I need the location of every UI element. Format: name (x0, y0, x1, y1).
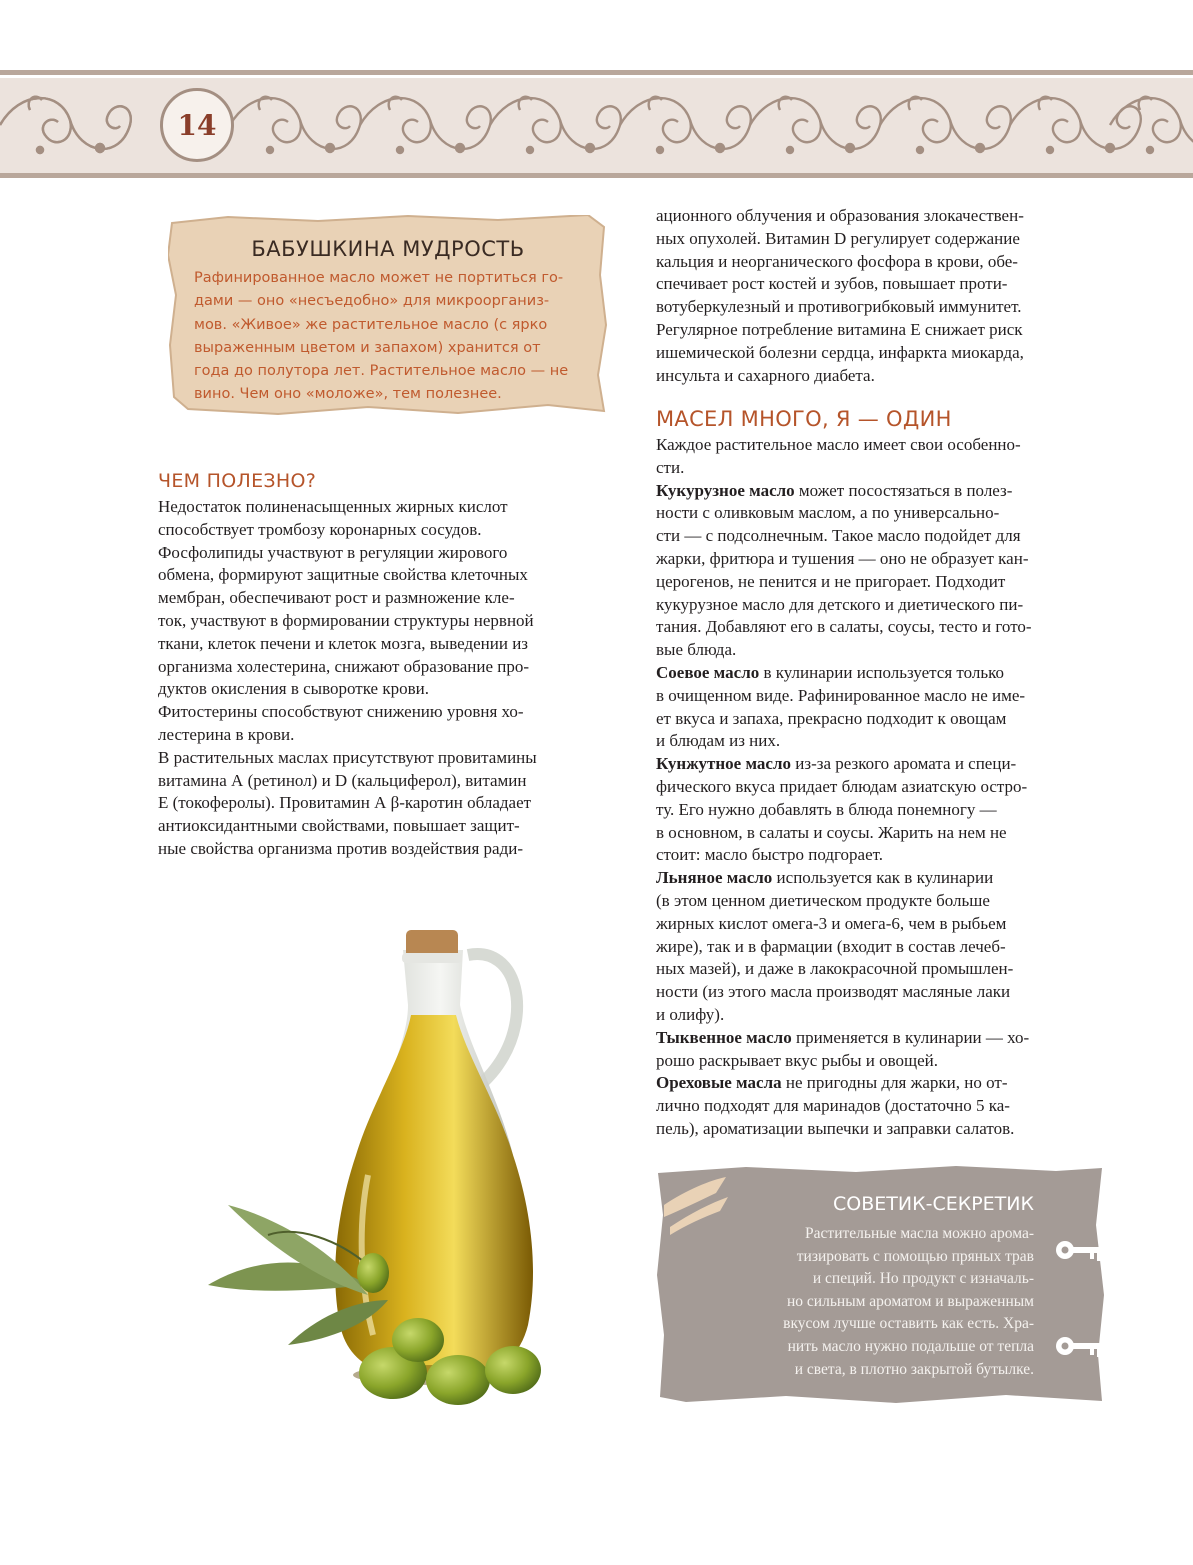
text-line: организма холестерина, снижают образование про- (158, 656, 530, 676)
soy-oil-line (656, 662, 1032, 685)
text-line: ных мазей), и даже в лакокрасочной промышлен- (656, 959, 1014, 979)
text-line: дами — оно «несъедобно» для микроорганиз- (194, 293, 550, 310)
text-line: кальция и неорганического фосфора в крови, обе- (656, 251, 1018, 271)
wisdom-callout (168, 215, 608, 415)
text-line: Фитостерины способствуют снижению уровня хо- (158, 702, 524, 722)
text-line: вые блюда. (656, 640, 737, 660)
text-line: ационного облучения и образования злокачествен- (656, 206, 1024, 225)
text-line: пель), ароматизации выпечки и заправки салатов. (656, 1118, 1015, 1138)
tip-text (696, 1223, 1034, 1381)
text-line: ности (из этого масла производят масляные лаки (656, 982, 1011, 1002)
sesame-oil-line (656, 753, 1032, 776)
text-line: Регулярное потребление витамина Е снижает риск (656, 319, 1023, 339)
tip-title: СОВЕТИК-СЕКРЕТИК (833, 1193, 1034, 1215)
text-line: стоит: масло быстро подгорает. (656, 845, 884, 865)
text-line: сти — с подсолнечным. Такое масло подойдет для (656, 526, 1021, 546)
text-line: в основном, в салаты и соусы. Жарить на нем не (656, 822, 1007, 842)
text-line: ту. Его нужно добавлять в блюда понемногу — (656, 799, 997, 819)
text-line: тизировать с помощью пряных трав (796, 1247, 1034, 1265)
text-line: (в этом ценном диетическом продукте больше (656, 890, 990, 910)
text-line: Е (токоферолы). Провитамин А β-каротин обладает (158, 793, 532, 813)
nut-oil-line (656, 1072, 1032, 1095)
text-line: кукурузное масло для детского и диетического пи- (656, 594, 1024, 614)
text-line: нить масло нужно подальше от тепла (787, 1337, 1034, 1355)
text-line: года до полутора лет. Растительное масло — не (194, 363, 569, 380)
text-segment: не пригодны для жарки, но от- (781, 1073, 1008, 1093)
text-line: и олифу). (656, 1004, 725, 1024)
oils-heading: МАСЕЛ МНОГО, Я — ОДИН (656, 407, 952, 431)
text-line: способствует тромбозу коронарных сосудов. (158, 519, 482, 539)
bottle-and-olives-drawing (168, 895, 608, 1425)
page-number-badge (160, 88, 234, 162)
wisdom-title: БАБУШКИНА МУДРОСТЬ (251, 237, 525, 261)
text-line: фического вкуса придает блюдам азиатскую остро- (656, 776, 1028, 796)
oils-text (656, 434, 1032, 1141)
key-icon (1054, 1333, 1104, 1359)
text-line: тания. Добавляют его в салаты, соусы, тесто и гото- (656, 617, 1032, 637)
text-line: лично подходят для маринадов (достаточно 5 ка- (656, 1096, 1010, 1116)
text-segment: из-за резкого аромата и специ- (791, 754, 1017, 774)
key-icon (1054, 1237, 1104, 1263)
text-line: вкусом лучше оставить как есть. Хра- (783, 1315, 1034, 1333)
text-line: церогенов, не пенится и не пригорает. Подходит (656, 571, 1006, 591)
nut-oil-name: Ореховые масла (656, 1073, 782, 1093)
flax-oil-line (656, 867, 1032, 890)
corn-oil-name: Кукурузное масло (656, 480, 795, 500)
text-line: и блюдам из них. (656, 731, 781, 751)
text-line: и специй. Но продукт с изначаль- (812, 1270, 1034, 1288)
benefits-heading: ЧЕМ ПОЛЕЗНО? (158, 470, 317, 492)
flax-oil-name: Льняное масло (656, 868, 773, 888)
text-line: и света, в плотно закрытой бутылке. (794, 1360, 1034, 1378)
text-line: мов. «Живое» же растительное масло (с ярко (194, 316, 548, 333)
page-number: 14 (177, 108, 217, 142)
text-line: жирных кислот омега-3 и омега-6, чем в рыбьем (656, 913, 1007, 933)
text-line: ток, участвуют в формировании структуры нервной (158, 610, 534, 630)
intro-continuation-text (656, 205, 1024, 387)
text-line: ет вкуса и запаха, прекрасно подходит к овощам (656, 708, 1007, 728)
text-line: витамина А (ретинол) и D (кальциферол), витамин (158, 770, 527, 790)
tip-callout (656, 1165, 1106, 1405)
text-line: жарки, фритюра и тушения — оно не образует кан- (656, 548, 1029, 568)
text-line: Каждое растительное масло имеет свои особенно- (656, 435, 1021, 454)
text-line: ные свойства организма против воздействия ради- (158, 838, 523, 858)
text-line: В растительных маслах присутствуют провитамины (158, 747, 537, 767)
text-line: Рафинированное масло может не портиться го- (194, 270, 564, 286)
text-line: спечивает рост костей и зубов, повышает проти- (656, 274, 1008, 294)
text-line: ных опухолей. Витамин D регулирует содержание (656, 228, 1020, 248)
sesame-oil-name: Кунжутное масло (656, 754, 792, 774)
text-line: Недостаток полиненасыщенных жирных кислот (158, 497, 508, 516)
text-line: жире), так и в фармации (входит в состав лечеб- (656, 936, 1006, 956)
text-line: рошо раскрывает вкус рыбы и овощей. (656, 1050, 939, 1070)
text-line: в очищенном виде. Рафинированное масло не име- (656, 685, 1026, 705)
benefits-text (158, 496, 537, 861)
text-line: обмена, формируют защитные свойства клеточных (158, 565, 528, 585)
text-line: лестерина в крови. (158, 724, 295, 744)
text-line: выраженным цветом и запахом) хранится от (194, 339, 541, 356)
olive-oil-bottle-image (168, 895, 608, 1425)
text-line: Растительные масла можно арома- (805, 1225, 1034, 1242)
pumpkin-oil-line (656, 1027, 1032, 1050)
soy-oil-name: Соевое масло (656, 662, 760, 682)
text-segment: может посостязаться в полез- (794, 480, 1013, 500)
text-line: вино. Чем оно «моложе», тем полезнее. (194, 386, 502, 403)
pumpkin-oil-name: Тыквенное масло (656, 1027, 792, 1047)
text-line: Фосфолипиды участвуют в регуляции жирового (158, 542, 508, 562)
text-line: мембран, обеспечивают рост и размножение кле- (158, 588, 515, 608)
text-segment: в кулинарии используется только (759, 662, 1004, 682)
text-line: ишемической болезни сердца, инфаркта миокарда, (656, 342, 1024, 362)
corn-oil-line (656, 480, 1032, 503)
text-line: ности с оливковым маслом, а по универсально- (656, 503, 1000, 523)
text-line: антиоксидантными свойствами, повышает защит- (158, 816, 520, 836)
wisdom-text (194, 267, 594, 407)
text-line: но сильным ароматом и выраженным (787, 1292, 1034, 1310)
text-segment: используется как в кулинарии (772, 868, 994, 888)
text-line: сти. (656, 457, 685, 477)
text-line: ткани, клеток печени и клеток мозга, выведении из (158, 633, 529, 653)
text-segment: применяется в кулинарии — хо- (791, 1027, 1030, 1047)
text-line: дуктов окисления в сыворотке крови. (158, 679, 429, 699)
text-line: инсульта и сахарного диабета. (656, 365, 875, 385)
text-line: вотуберкулезный и противогрибковый иммунитет. (656, 297, 1022, 317)
